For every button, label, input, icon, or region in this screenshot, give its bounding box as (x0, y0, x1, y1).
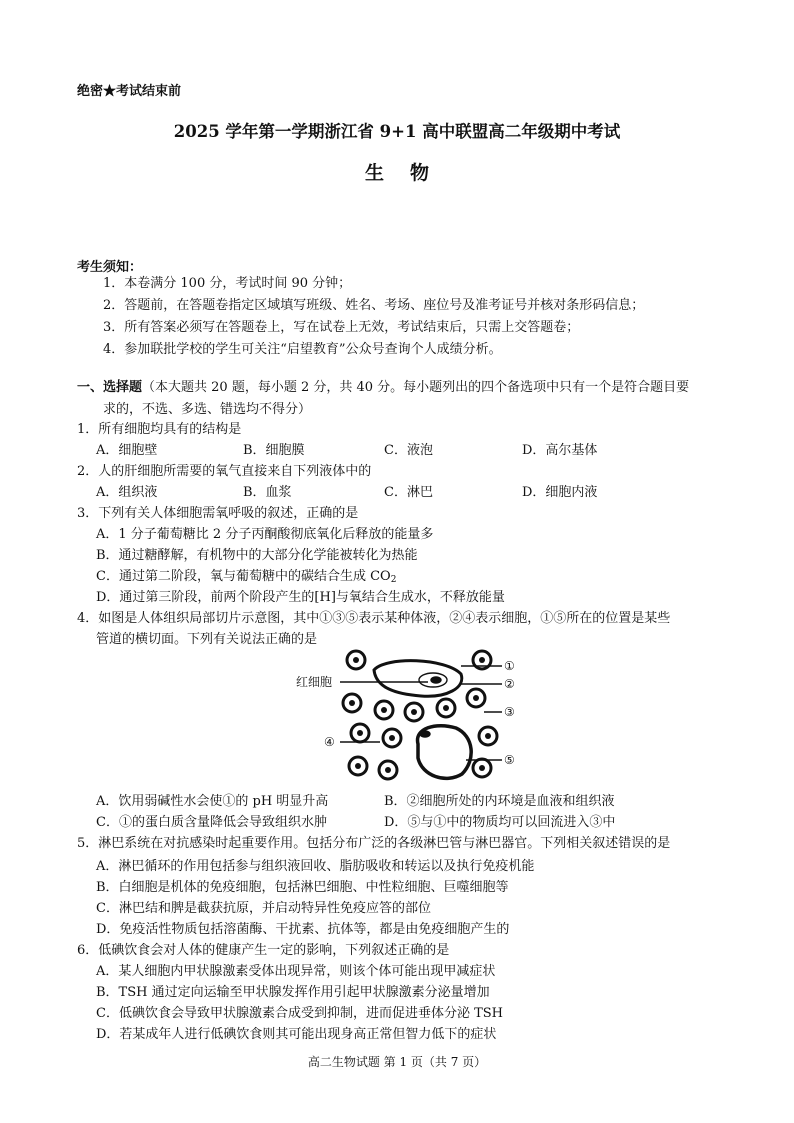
q3-option-c-subscript: 2 (390, 575, 397, 585)
section-heading (77, 378, 689, 398)
notice-item: 1．本卷满分 100 分，考试时间 90 分钟； (103, 276, 352, 291)
figure-label-3: ③ (504, 705, 515, 719)
tissue-section-figure (296, 648, 528, 790)
q4-option-a: A．饮用弱碱性水会使①的 pH 明显升高 (96, 794, 329, 809)
section-title: 一、选择题 (77, 380, 143, 395)
q5-option-a: A．淋巴循环的作用包括参与组织液回收、脂肪吸收和转运以及执行免疫机能 (96, 859, 535, 874)
q6-stem: 6．低碘饮食会对人体的健康产生一定的影响，下列叙述正确的是 (77, 943, 450, 958)
q1-option-a: A．细胞壁 (96, 443, 158, 458)
q3-option-b: B．通过糖酵解，有机物中的大部分化学能被转化为热能 (96, 548, 418, 563)
q6-option-d: D．若某成年人进行低碘饮食则其可能出现身高正常但智力低下的症状 (96, 1027, 497, 1042)
notice-heading: 考生须知： (77, 260, 143, 275)
q4-stem: 4．如图是人体组织局部切片示意图，其中①③⑤表示某种体液，②④表示细胞，①⑤所在的位置是某些 (77, 611, 671, 626)
q4-option-d: D．⑤与①中的物质均可以回流进入③中 (384, 815, 616, 830)
figure-label-1: ① (504, 659, 515, 673)
q5-option-c: C．淋巴结和脾是截获抗原，并启动特异性免疫应答的部位 (96, 901, 431, 916)
q4-option-b: B．②细胞所处的内环境是血液和组织液 (384, 794, 615, 809)
q1-option-c: C．液泡 (384, 443, 433, 458)
notice-item: 4．参加联批学校的学生可关注“启望教育”公众号查询个人成绩分析。 (103, 342, 502, 357)
notice-item: 2．答题前，在答题卷指定区域填写班级、姓名、考场、座位号及准考证号并核对条形码信息； (103, 298, 645, 313)
q2-option-b: B．血浆 (243, 485, 292, 500)
q6-option-a: A．某人细胞内甲状腺激素受体出现异常，则该个体可能出现甲减症状 (96, 964, 496, 979)
q5-option-b: B．白细胞是机体的免疫细胞，包括淋巴细胞、中性粒细胞、巨噬细胞等 (96, 880, 509, 895)
q2-option-a: A．组织液 (96, 485, 158, 500)
q2-stem: 2．人的肝细胞所需要的氧气直接来自下列液体中的 (77, 464, 372, 479)
q3-option-c-text: C．通过第二阶段，氧与葡萄糖中的碳结合生成 CO (96, 569, 391, 584)
q5-option-d: D．免疫活性物质包括溶菌酶、干扰素、抗体等，都是由免疫细胞产生的 (96, 922, 510, 937)
q3-option-a: A．1 分子葡萄糖比 2 分子丙酮酸彻底氧化后释放的能量多 (96, 527, 434, 542)
confidential-mark: 绝密★考试结束前 (77, 84, 182, 99)
figure-label-4: ④ (324, 735, 335, 749)
q3-stem: 3．下列有关人体细胞需氧呼吸的叙述，正确的是 (77, 506, 359, 521)
notice-item: 3．所有答案必须写在答题卷上，写在试卷上无效，考试结束后，只需上交答题卷； (103, 320, 580, 335)
q4-stem-cont: 管道的横切面。下列有关说法正确的是 (96, 632, 318, 647)
q3-option-d: D．通过第三阶段，前两个阶段产生的[H]与氧结合生成水，不释放能量 (96, 590, 505, 605)
figure-label-5: ⑤ (504, 753, 515, 767)
q1-option-b: B．细胞膜 (243, 443, 305, 458)
q5-stem: 5．淋巴系统在对抗感染时起重要作用。包括分布广泛的各级淋巴管与淋巴器官。下列相关叙述错误的是 (77, 836, 671, 851)
q1-option-d: D．高尔基体 (522, 443, 598, 458)
q6-option-b: B．TSH 通过定向运输至甲状腺发挥作用引起甲状腺激素分泌量增加 (96, 985, 490, 1000)
subject-title: 生物 (364, 162, 455, 184)
figure-label-red-cell: 红细胞 (296, 675, 333, 689)
q3-option-c (96, 567, 396, 590)
q6-option-c: C．低碘饮食会导致甲状腺激素合成受到抑制，进而促进垂体分泌 TSH (96, 1006, 503, 1021)
q4-option-c: C．①的蛋白质含量降低会导致组织水肿 (96, 815, 327, 830)
q2-option-d: D．细胞内液 (522, 485, 598, 500)
section-description: （本大题共 20 题，每小题 2 分，共 40 分。每小题列出的四个备选项中只有一个是符合题目要 (142, 380, 690, 395)
q1-stem: 1．所有细胞均具有的结构是 (77, 422, 242, 437)
figure-label-2: ② (504, 677, 515, 691)
page-footer: 高二生物试题 第 1 页（共 7 页） (307, 1055, 487, 1069)
q2-option-c: C．淋巴 (384, 485, 433, 500)
exam-title: 2025 学年第一学期浙江省 9+1 高中联盟高二年级期中考试 (173, 122, 621, 141)
section-description-cont: 求的，不选、多选、错选均不得分） (103, 402, 312, 417)
